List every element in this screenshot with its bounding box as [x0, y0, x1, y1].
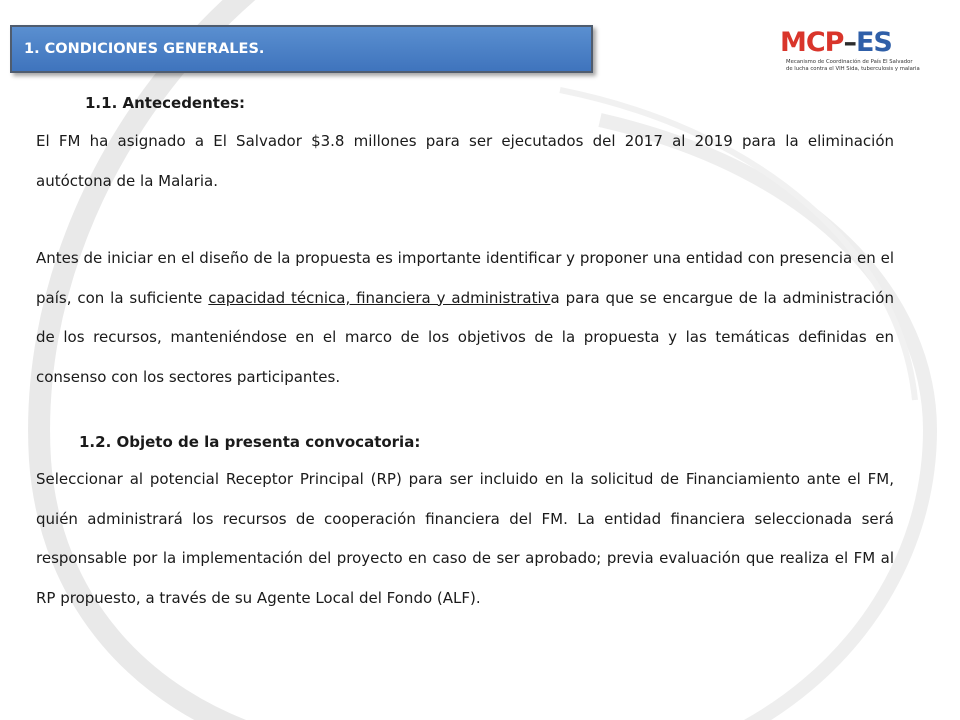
paragraph-entity-selection [36, 239, 894, 397]
paragraph-entity-text-end: a para que se encargue de la administración de los recursos, manteniéndose en el marco de los objetivos de la propuesta y las temáticas definidas en consenso con los sectores participantes. [36, 288, 894, 386]
logo-subtitle [786, 59, 920, 72]
paragraph-objective: Seleccionar al potencial Receptor Principal (RP) para ser incluido en la solicitud de Financiamiento ante el FM, quién administrará los recursos de cooperación financiera del FM. La entidad financiera seleccionada será responsable por la implementación del proyecto en caso de ser aprobado; previa evaluación que realiza el FM al RP propuesto, a través de su Agente Local del Fondo (ALF). [36, 470, 894, 607]
paragraph-entity-text-start: Antes de iniciar en el diseño de la propuesta es importante identificar y proponer una entidad con presencia en el país, con la suficiente [36, 249, 894, 307]
logo-subtitle-line-1: Mecanismo de Coordinación de País El Salvador [786, 59, 913, 65]
logo-es-text: ES [855, 27, 892, 58]
logo-mcp-text: MCP [780, 27, 844, 58]
heading-objeto: 1.2. Objeto de la presenta convocatoria: [79, 433, 421, 451]
logo-subtitle-line-2: de lucha contra el VIH Sida, tuberculosis y malaria [786, 65, 920, 72]
underlined-capacity-text: capacidad técnica, financiera y administrativ [208, 288, 551, 307]
logo-dash-text: – [843, 27, 856, 58]
section-title: 1. CONDICIONES GENERALES. [24, 41, 265, 57]
paragraph-funding: El FM ha asignado a El Salvador $3.8 millones para ser ejecutados del 2017 al 2019 para la eliminación autóctona de la Malaria. [36, 132, 894, 190]
section-title-bar [10, 25, 593, 73]
document-body [36, 88, 894, 618]
mcp-es-logo [780, 28, 930, 78]
heading-antecedentes: 1.1. Antecedentes: [85, 94, 246, 112]
logo-title [780, 28, 892, 58]
